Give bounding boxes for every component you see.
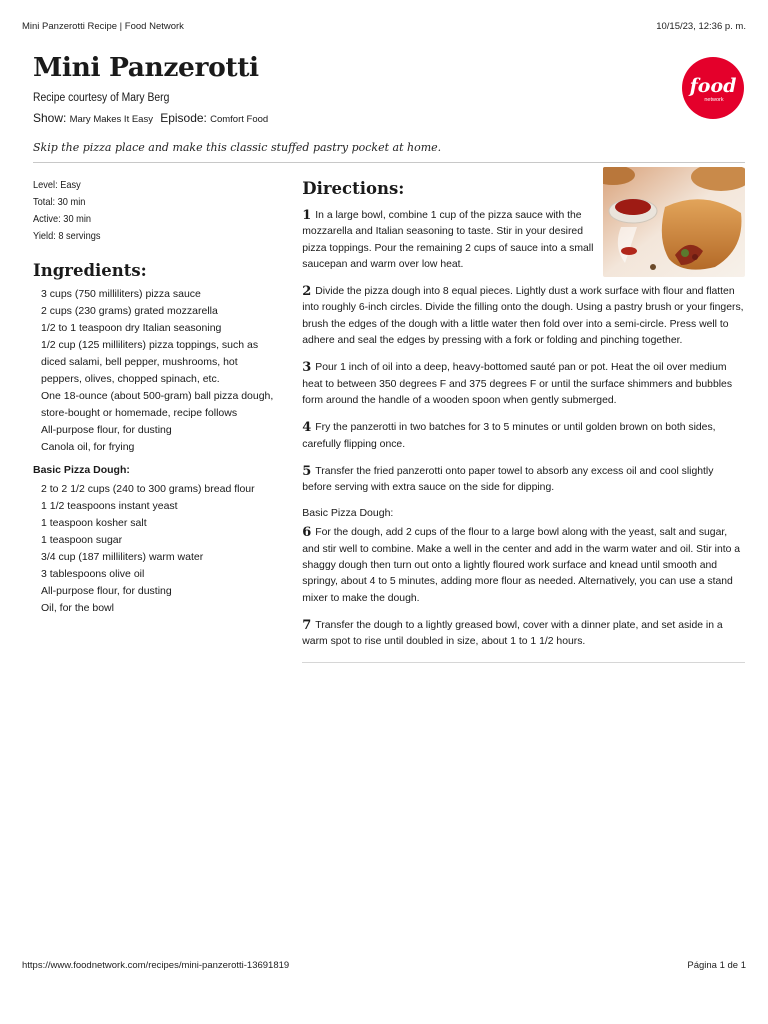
directions-heading: Directions: [302,179,405,198]
meta-level: Level: Easy [33,179,81,191]
logo-text: food [689,75,737,97]
print-header [22,21,746,32]
ingredient-item: 1/2 to 1 teaspoon dry Italian seasoning [41,322,222,334]
ingredient-item: 3/4 cup (187 milliliters) warm water [41,551,204,563]
dough-ingredients-heading: Basic Pizza Dough: [33,464,130,476]
direction-step [302,284,745,349]
step-number: 2 [302,284,312,300]
recipe-page [33,50,745,663]
step-text: Transfer the fried panzerotti onto paper towel to absorb any excess oil and cool slightly before serving with extra sauce on the side for dipping. [302,465,714,494]
ingredient-item: 1/2 cup (125 milliliters) pizza toppings, such as diced salami, bell pepper, mushrooms, hot peppers, olives, chopped spinach, etc. [41,339,259,385]
ingredient-item: 2 to 2 1/2 cups (240 to 300 grams) bread flour [41,483,255,495]
food-network-logo [681,56,745,120]
ingredient-item: Oil, for the bowl [41,602,114,614]
panzerotti-photo [603,167,745,277]
step-number: 4 [302,420,312,436]
episode-link[interactable]: Comfort Food [210,114,269,125]
episode-label: Episode: [160,111,207,125]
ingredient-item: All-purpose flour, for dusting [41,585,172,597]
print-footer [22,960,746,971]
print-footer-url: https://www.foodnetwork.com/recipes/mini-panzerotti-13691819 [22,960,290,971]
ingredient-item: One 18-ounce (about 500-gram) ball pizza dough, store-bought or homemade, recipe follows [41,390,274,419]
ingredients-heading: Ingredients: [33,261,147,280]
direction-step [302,420,745,453]
step-number: 5 [302,463,312,479]
print-header-date: 10/15/23, 12:36 p. m. [656,21,746,32]
show-label: Show: [33,111,67,125]
ingredient-item: 1 teaspoon kosher salt [41,517,147,529]
ingredient-item: 2 cups (230 grams) grated mozzarella [41,305,218,317]
recipe-columns [33,177,745,663]
step-text: In a large bowl, combine 1 cup of the pizza sauce with the mozzarella and Italian seasoning to taste. Stir in your desired pizza toppings. Pour the remaining 2 cups of sauce into a small saucepan and warm over low heat. [302,210,594,270]
ingredient-item: 1 1/2 teaspoons instant yeast [41,500,178,512]
step-number: 6 [302,525,312,541]
ingredients-list [33,286,277,456]
direction-step [302,208,597,273]
direction-step [302,464,745,497]
dough-ingredients-list [33,481,277,617]
direction-step [302,525,745,606]
meta-yield: Yield: 8 servings [33,230,101,242]
right-column [302,177,745,663]
page-title: Mini Panzerotti [33,52,259,83]
recipe-tagline: Skip the pizza place and make this classic stuffed pastry pocket at home. [33,141,442,154]
ingredient-item: All-purpose flour, for dusting [41,424,172,436]
show-episode-line [33,111,745,125]
logo-subtext: network [704,97,724,103]
recipe-courtesy: Recipe courtesy of Mary Berg [33,92,170,104]
ingredient-item: 1 teaspoon sugar [41,534,123,546]
show-link[interactable]: Mary Makes It Easy [69,114,153,125]
step-text: Transfer the dough to a lightly greased bowl, cover with a dinner plate, and set aside in a warm spot to rise until doubled in size, about 1 to 1 1/2 hours. [302,619,723,648]
divider [33,162,745,163]
divider [302,662,745,663]
ingredient-item: 3 cups (750 milliliters) pizza sauce [41,288,201,300]
dough-directions-heading: Basic Pizza Dough: [302,507,394,520]
print-footer-page: Página 1 de 1 [687,960,746,971]
meta-active: Active: 30 min [33,213,92,225]
print-header-title: Mini Panzerotti Recipe | Food Network [22,21,184,32]
step-text: Pour 1 inch of oil into a deep, heavy-bottomed sauté pan or pot. Heat the oil over medium heat to between 350 degrees F and 375 degrees F or until the surface shimmers and bubbles form around the handle of a wooden spoon when gently submerged. [302,362,733,406]
ingredient-item: 3 tablespoons olive oil [41,568,145,580]
step-text: Divide the pizza dough into 8 equal pieces. Lightly dust a work surface with flour and flatten into roughly 6-inch circles. Divide the filling onto the dough. Using a pastry brush or your fingers, brush the edges of the dough with a little water then fold over into a semi-circle. Press well to adhere and seal the edges by pressing with a fork or folding and pinching together. [302,286,744,347]
recipe-meta [33,177,248,245]
step-number: 1 [302,208,312,223]
step-text: For the dough, add 2 cups of the flour to a large bowl along with the yeast, salt and sugar, and stir well to combine. Make a well in the center and add in the warm water and oil. Stir into a shaggy dough then turn out onto a lightly floured work surface and knead until smooth and springy, about 4 to 5 minutes, adding more flour as needed. Alternatively, you can use a stand mixer to make the dough. [302,527,741,604]
left-column [33,177,277,663]
meta-total: Total: 30 min [33,196,86,208]
step-number: 3 [302,360,312,376]
ingredient-item: Canola oil, for frying [41,441,135,453]
direction-step [302,360,745,409]
step-number: 7 [302,617,312,633]
step-text: Fry the panzerotti in two batches for 3 to 5 minutes or until golden brown on both sides, carefully flipping once. [302,422,716,450]
direction-step [302,618,745,651]
